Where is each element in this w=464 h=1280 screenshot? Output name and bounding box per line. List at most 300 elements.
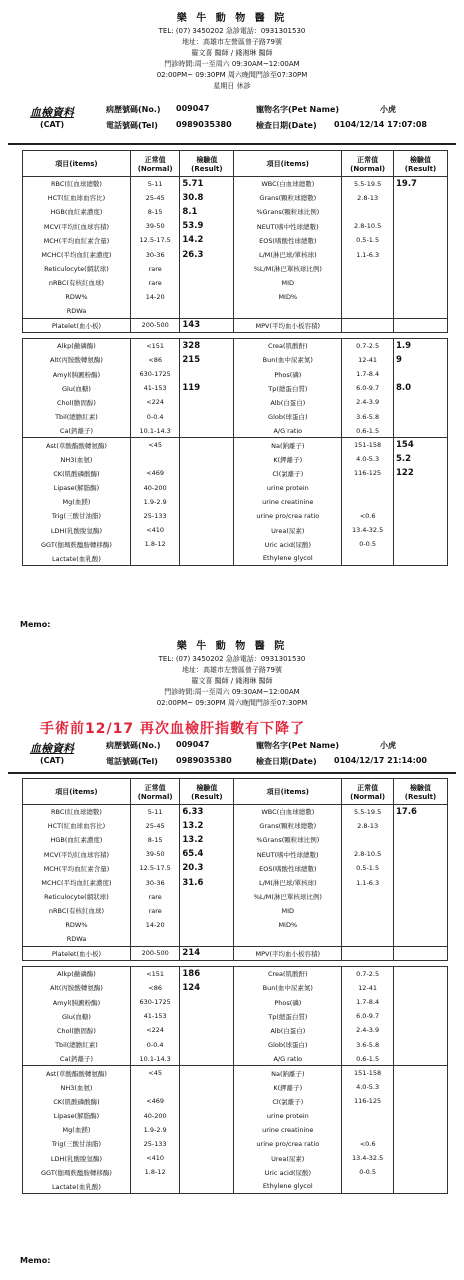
- item-name: Alt(丙胺酸轉氨酶): [23, 981, 131, 995]
- item-name: RDWa: [23, 304, 131, 318]
- tel-label: 電話號碼(Tel): [106, 121, 158, 130]
- normal-range: <410: [130, 523, 179, 537]
- normal-range: <151: [130, 967, 179, 981]
- normal-range: <0.6: [342, 1137, 394, 1151]
- normal-header-top: 正常值: [144, 155, 166, 164]
- item-name: urine protein: [234, 480, 342, 494]
- normal-range: 0.6-1.5: [342, 424, 394, 438]
- normal-range: 2.4-3.9: [342, 1023, 394, 1037]
- table-row: [23, 875, 448, 889]
- clinic-hours-1: 門診時間:周一至周六 09:30AM~12:00AM: [164, 688, 300, 696]
- table-row: [23, 233, 448, 247]
- result-value: 328: [180, 339, 234, 353]
- result-value: 31.6: [180, 875, 234, 889]
- normal-range: [130, 452, 179, 466]
- pet-name-label: 寵物名字(Pet Name): [256, 741, 340, 750]
- table-row: [23, 819, 448, 833]
- patient-info: [0, 736, 464, 772]
- table-row: [23, 219, 448, 233]
- normal-range: rare: [130, 890, 179, 904]
- item-name: Mg(血鎂): [23, 495, 131, 509]
- normal-range: 6.0-9.7: [342, 381, 394, 395]
- item-name: MPV(平均血小板容積): [234, 318, 342, 332]
- item-name: HGB(血紅素濃度): [23, 205, 131, 219]
- clinic-doctors: 羅文喜 醫師 / 錢湘琳 醫師: [191, 49, 273, 57]
- result-value: [393, 290, 447, 304]
- normal-range: rare: [130, 276, 179, 290]
- result-value: 5.2: [393, 452, 447, 466]
- result-value: [393, 967, 447, 981]
- clinic-phone: TEL: (07) 3450202 急診電話：0931301530: [158, 655, 306, 663]
- result-value: [180, 1009, 234, 1023]
- normal-range: 4.0-5.3: [342, 452, 394, 466]
- normal-range: [342, 918, 394, 932]
- result-value: [393, 918, 447, 932]
- result-value: 124: [180, 981, 234, 995]
- result-value: [393, 523, 447, 537]
- result-value: 8.0: [393, 381, 447, 395]
- table-row: [23, 276, 448, 290]
- item-header: 項目(items): [234, 151, 342, 177]
- item-name: Ca(鈣離子): [23, 1052, 131, 1066]
- item-name: Uric acid(尿酸): [234, 1165, 342, 1179]
- result-value: [393, 1066, 447, 1080]
- table-row: [23, 932, 448, 946]
- lab-table-2: [22, 778, 448, 1194]
- table-row: [23, 1123, 448, 1137]
- item-name: Ast(草酸酯酸轉氨酶): [23, 1066, 131, 1080]
- normal-range: 13.4-32.5: [342, 1151, 394, 1165]
- normal-header-bottom: (Normal): [137, 792, 173, 801]
- result-value: [393, 1108, 447, 1122]
- normal-range: <86: [130, 353, 179, 367]
- item-name: Lactate(血乳酸): [23, 1179, 131, 1193]
- normal-range: 6.0-9.7: [342, 1009, 394, 1023]
- item-name: MID%: [234, 918, 342, 932]
- table-row: [23, 353, 448, 367]
- table-header: [23, 151, 448, 177]
- no-value: 009047: [176, 104, 210, 113]
- item-name: MCH(平均血紅素含量): [23, 861, 131, 875]
- result-value: [180, 1023, 234, 1037]
- result-header-top: 檢驗值: [196, 783, 218, 792]
- table-row: [23, 410, 448, 424]
- item-name: Lactate(血乳酸): [23, 551, 131, 565]
- result-header-bottom: (Result): [191, 164, 223, 173]
- normal-range: 39-50: [130, 219, 179, 233]
- result-value: [180, 452, 234, 466]
- item-name: LDH(乳酸脫氫酶): [23, 523, 131, 537]
- result-value: 53.9: [180, 219, 234, 233]
- normal-range: [130, 932, 179, 946]
- normal-range: [342, 904, 394, 918]
- normal-range: 41-153: [130, 1009, 179, 1023]
- no-label: 病歷號碼(No.): [106, 105, 161, 114]
- normal-range: [342, 276, 394, 290]
- result-value: [180, 1151, 234, 1165]
- normal-range: <45: [130, 438, 179, 452]
- result-value: [393, 861, 447, 875]
- result-value: [393, 1038, 447, 1052]
- normal-range: 1.9-2.9: [130, 495, 179, 509]
- normal-range: 13.4-32.5: [342, 523, 394, 537]
- table-row: [23, 495, 448, 509]
- item-name: HGB(血紅素濃度): [23, 833, 131, 847]
- normal-range: 0-0.4: [130, 410, 179, 424]
- normal-range: 2.8-10.5: [342, 219, 394, 233]
- table-row: [23, 847, 448, 861]
- result-value: [393, 946, 447, 960]
- table-row: [23, 918, 448, 932]
- item-name: Alb(白蛋白): [234, 1023, 342, 1037]
- memo-label: Memo:: [20, 620, 51, 629]
- item-name: Platelet(血小板): [23, 946, 131, 960]
- item-name: Glob(球蛋白): [234, 410, 342, 424]
- result-value: [393, 205, 447, 219]
- table-header: [23, 779, 448, 805]
- table-row: [23, 424, 448, 438]
- item-name: [234, 304, 342, 318]
- result-header: [180, 779, 234, 805]
- result-value: 1.9: [393, 339, 447, 353]
- normal-range: 2.4-3.9: [342, 395, 394, 409]
- result-header-top: 檢驗值: [409, 783, 431, 792]
- result-header: [393, 779, 447, 805]
- normal-range: 0.7-2.5: [342, 339, 394, 353]
- normal-range: 200-500: [130, 946, 179, 960]
- result-value: [180, 1038, 234, 1052]
- normal-range: [342, 946, 394, 960]
- normal-range: 25-133: [130, 1137, 179, 1151]
- normal-range: [342, 1179, 394, 1193]
- item-name: Glob(球蛋白): [234, 1038, 342, 1052]
- result-header-bottom: (Result): [191, 792, 223, 801]
- normal-header-top: 正常值: [357, 783, 379, 792]
- result-header-top: 檢驗值: [409, 155, 431, 164]
- normal-range: <410: [130, 1151, 179, 1165]
- item-name: Phos(磷): [234, 367, 342, 381]
- normal-range: 14-20: [130, 290, 179, 304]
- item-name: Ca(鈣離子): [23, 424, 131, 438]
- result-value: [180, 904, 234, 918]
- item-name: Glu(血糖): [23, 1009, 131, 1023]
- table-row: [23, 1137, 448, 1151]
- table-row: [23, 177, 448, 191]
- item-name: HCT(紅血球血容比): [23, 819, 131, 833]
- divider: [8, 143, 456, 145]
- normal-range: 2.8-10.5: [342, 847, 394, 861]
- table-row: [23, 304, 448, 318]
- table-row: [23, 833, 448, 847]
- item-name: MCV(平均紅血球容積): [23, 219, 131, 233]
- item-header: 項目(items): [23, 151, 131, 177]
- tel-value: 0989035380: [176, 756, 232, 765]
- result-value: [180, 1066, 234, 1080]
- normal-range: 1.1-6.3: [342, 875, 394, 889]
- result-value: [180, 509, 234, 523]
- item-name: %Grans(顆粒球比例): [234, 205, 342, 219]
- clinic-address: 地址：高雄市左營區曾子路79號: [182, 666, 282, 674]
- result-value: [180, 1123, 234, 1137]
- normal-range: 151-158: [342, 438, 394, 452]
- item-name: %L/M(淋巴單核球比例): [234, 262, 342, 276]
- item-name: RDW%: [23, 918, 131, 932]
- result-value: [393, 1179, 447, 1193]
- table-row: [23, 551, 448, 565]
- item-name: Ast(草酸酯酸轉氨酶): [23, 438, 131, 452]
- item-name: EOS(嗜酸性球總數): [234, 233, 342, 247]
- normal-range: [130, 1179, 179, 1193]
- normal-range: <224: [130, 1023, 179, 1037]
- item-name: L/M(淋巴球/單核球): [234, 875, 342, 889]
- result-value: [180, 1108, 234, 1122]
- item-name: GGT(伽瑪麩醯胺轉移酶): [23, 537, 131, 551]
- item-name: Tbil(總膽紅素): [23, 1038, 131, 1052]
- normal-range: 39-50: [130, 847, 179, 861]
- table-row: [23, 995, 448, 1009]
- normal-range: 8-15: [130, 205, 179, 219]
- table-row: [23, 904, 448, 918]
- item-name: Na(鈉離子): [234, 438, 342, 452]
- table-row: [23, 1108, 448, 1122]
- normal-range: <151: [130, 339, 179, 353]
- item-name: NH3(血氨): [23, 1080, 131, 1094]
- report-title: 血檢資料: [30, 742, 74, 755]
- item-name: Urea(尿素): [234, 523, 342, 537]
- item-name: Ethylene glycol: [234, 1179, 342, 1193]
- item-name: urine pro/crea ratio: [234, 1137, 342, 1151]
- result-value: [180, 290, 234, 304]
- normal-range: 0-0.5: [342, 537, 394, 551]
- item-name: Crea(肌酸酐): [234, 967, 342, 981]
- pet-name-label: 寵物名字(Pet Name): [256, 105, 340, 114]
- table-row: [23, 861, 448, 875]
- result-header-top: 檢驗值: [196, 155, 218, 164]
- table-row: [23, 1023, 448, 1037]
- result-value: [393, 276, 447, 290]
- table-row: [23, 805, 448, 819]
- result-value: 8.1: [180, 205, 234, 219]
- normal-range: 5-11: [130, 177, 179, 191]
- normal-range: 8-15: [130, 833, 179, 847]
- item-name: RDWa: [23, 932, 131, 946]
- normal-range: 12-41: [342, 353, 394, 367]
- table-row: [23, 381, 448, 395]
- result-value: 214: [180, 946, 234, 960]
- normal-range: 1.1-6.3: [342, 247, 394, 261]
- item-name: Ethylene glycol: [234, 551, 342, 565]
- normal-range: <0.6: [342, 509, 394, 523]
- result-value: 9: [393, 353, 447, 367]
- result-value: [393, 367, 447, 381]
- item-name: MID%: [234, 290, 342, 304]
- result-value: [393, 410, 447, 424]
- item-name: NEUT(嗜中性球總數): [234, 847, 342, 861]
- table-row: [23, 509, 448, 523]
- normal-range: [342, 205, 394, 219]
- result-value: [393, 262, 447, 276]
- normal-range: [342, 290, 394, 304]
- item-name: WBC(白血球總數): [234, 177, 342, 191]
- item-name: RDW%: [23, 290, 131, 304]
- result-value: [393, 819, 447, 833]
- item-name: Lipase(解脂酶): [23, 480, 131, 494]
- table-row: [23, 1165, 448, 1179]
- result-value: [180, 1179, 234, 1193]
- result-value: 119: [180, 381, 234, 395]
- table-row: [23, 1179, 448, 1193]
- report-title: 血檢資料: [30, 106, 74, 119]
- result-value: [180, 424, 234, 438]
- normal-range: 25-133: [130, 509, 179, 523]
- divider: [8, 772, 456, 774]
- item-name: Chol(膽固醇): [23, 1023, 131, 1037]
- table-row: [23, 318, 448, 332]
- table-row: [23, 1094, 448, 1108]
- result-value: 17.6: [393, 805, 447, 819]
- table-row: [23, 1066, 448, 1080]
- clinic-hours-2: 02:00PM~ 09:30PM 周六晚間門診至07:30PM: [156, 699, 308, 707]
- result-value: [393, 495, 447, 509]
- table-row: [23, 1052, 448, 1066]
- item-name: Na(鈉離子): [234, 1066, 342, 1080]
- result-value: [393, 875, 447, 889]
- result-value: [180, 1137, 234, 1151]
- item-name: MCHC(平均血紅素濃度): [23, 875, 131, 889]
- item-name: Cl(氯離子): [234, 466, 342, 480]
- item-name: MCV(平均紅血球容積): [23, 847, 131, 861]
- normal-range: 10.1-14.3: [130, 424, 179, 438]
- result-value: [393, 509, 447, 523]
- result-value: [393, 551, 447, 565]
- table-row: [23, 1151, 448, 1165]
- table-row: [23, 946, 448, 960]
- normal-range: 5-11: [130, 805, 179, 819]
- normal-header-bottom: (Normal): [350, 792, 386, 801]
- item-header: 項目(items): [23, 779, 131, 805]
- result-value: [180, 551, 234, 565]
- normal-range: [130, 1080, 179, 1094]
- result-value: [393, 904, 447, 918]
- normal-range: [130, 304, 179, 318]
- normal-range: <469: [130, 1094, 179, 1108]
- item-name: Amyl(胰澱粉酶): [23, 367, 131, 381]
- result-value: [393, 995, 447, 1009]
- table-row: [23, 537, 448, 551]
- normal-range: 1.8-12: [130, 1165, 179, 1179]
- item-name: Trig(三酸甘油脂): [23, 509, 131, 523]
- item-name: K(鉀離子): [234, 1080, 342, 1094]
- item-name: Glu(血糖): [23, 381, 131, 395]
- normal-header: [342, 151, 394, 177]
- item-name: Tp(總蛋白質): [234, 1009, 342, 1023]
- item-name: Grans(顆粒球總數): [234, 191, 342, 205]
- normal-range: 1.8-12: [130, 537, 179, 551]
- normal-range: 630-1725: [130, 367, 179, 381]
- item-name: NH3(血氨): [23, 452, 131, 466]
- normal-range: 116-125: [342, 466, 394, 480]
- item-name: GGT(伽瑪麩醯胺轉移酶): [23, 1165, 131, 1179]
- item-name: Alkp(鹼磷酶): [23, 967, 131, 981]
- result-value: 215: [180, 353, 234, 367]
- item-name: Mg(血鎂): [23, 1123, 131, 1137]
- item-name: HCT(紅血球血容比): [23, 191, 131, 205]
- normal-range: 0.5-1.5: [342, 861, 394, 875]
- normal-range: [342, 304, 394, 318]
- normal-range: 12-41: [342, 981, 394, 995]
- item-name: Tp(總蛋白質): [234, 381, 342, 395]
- result-value: [393, 1080, 447, 1094]
- result-value: 5.71: [180, 177, 234, 191]
- date-label: 檢查日期(Date): [256, 121, 317, 130]
- table-row: [23, 1080, 448, 1094]
- item-name: CK(肌酸磷酸酶): [23, 466, 131, 480]
- lab-report-1: [0, 0, 464, 636]
- normal-range: 2.8-13: [342, 819, 394, 833]
- result-value: [180, 1165, 234, 1179]
- normal-range: rare: [130, 262, 179, 276]
- normal-header: [342, 779, 394, 805]
- result-value: [393, 304, 447, 318]
- normal-range: [342, 1108, 394, 1122]
- normal-range: [342, 551, 394, 565]
- result-header: [393, 151, 447, 177]
- item-name: MID: [234, 276, 342, 290]
- table-row: [23, 438, 448, 452]
- result-value: [180, 890, 234, 904]
- item-name: %Grans(顆粒球比例): [234, 833, 342, 847]
- normal-header-bottom: (Normal): [350, 164, 386, 173]
- normal-range: 40-200: [130, 1108, 179, 1122]
- date-value: 0104/12/17 21:14:00: [334, 756, 427, 765]
- item-name: urine pro/crea ratio: [234, 509, 342, 523]
- species-label: (CAT): [40, 120, 65, 129]
- clinic-hours-1: 門診時間:周一至周六 09:30AM~12:00AM: [164, 60, 300, 68]
- tel-value: 0989035380: [176, 120, 232, 129]
- item-name: urine protein: [234, 1108, 342, 1122]
- clinic-hours-2: 02:00PM~ 09:30PM 周六晚間門診至07:30PM: [156, 71, 308, 79]
- result-value: 20.3: [180, 861, 234, 875]
- item-name: LDH(乳酸脫氫酶): [23, 1151, 131, 1165]
- item-name: Urea(尿素): [234, 1151, 342, 1165]
- result-value: [393, 833, 447, 847]
- normal-range: [342, 318, 394, 332]
- result-value: [180, 918, 234, 932]
- normal-range: 3.6-5.8: [342, 410, 394, 424]
- normal-range: [342, 890, 394, 904]
- item-name: Platelet(血小板): [23, 318, 131, 332]
- item-name: Lipase(解脂酶): [23, 1108, 131, 1122]
- no-label: 病歷號碼(No.): [106, 741, 161, 750]
- result-value: [180, 1094, 234, 1108]
- item-name: Bun(血中尿素氮): [234, 353, 342, 367]
- table-row: [23, 1009, 448, 1023]
- item-name: A/G ratio: [234, 424, 342, 438]
- clinic-address: 地址：高雄市左營區曾子路79號: [182, 38, 282, 46]
- normal-range: [130, 551, 179, 565]
- result-value: 65.4: [180, 847, 234, 861]
- normal-range: 30-36: [130, 875, 179, 889]
- table-row: [23, 262, 448, 276]
- normal-header-top: 正常值: [357, 155, 379, 164]
- item-name: A/G ratio: [234, 1052, 342, 1066]
- normal-range: 116-125: [342, 1094, 394, 1108]
- result-value: [393, 981, 447, 995]
- normal-range: 4.0-5.3: [342, 1080, 394, 1094]
- normal-range: 5.5-19.5: [342, 177, 394, 191]
- result-value: [393, 1123, 447, 1137]
- item-name: K(鉀離子): [234, 452, 342, 466]
